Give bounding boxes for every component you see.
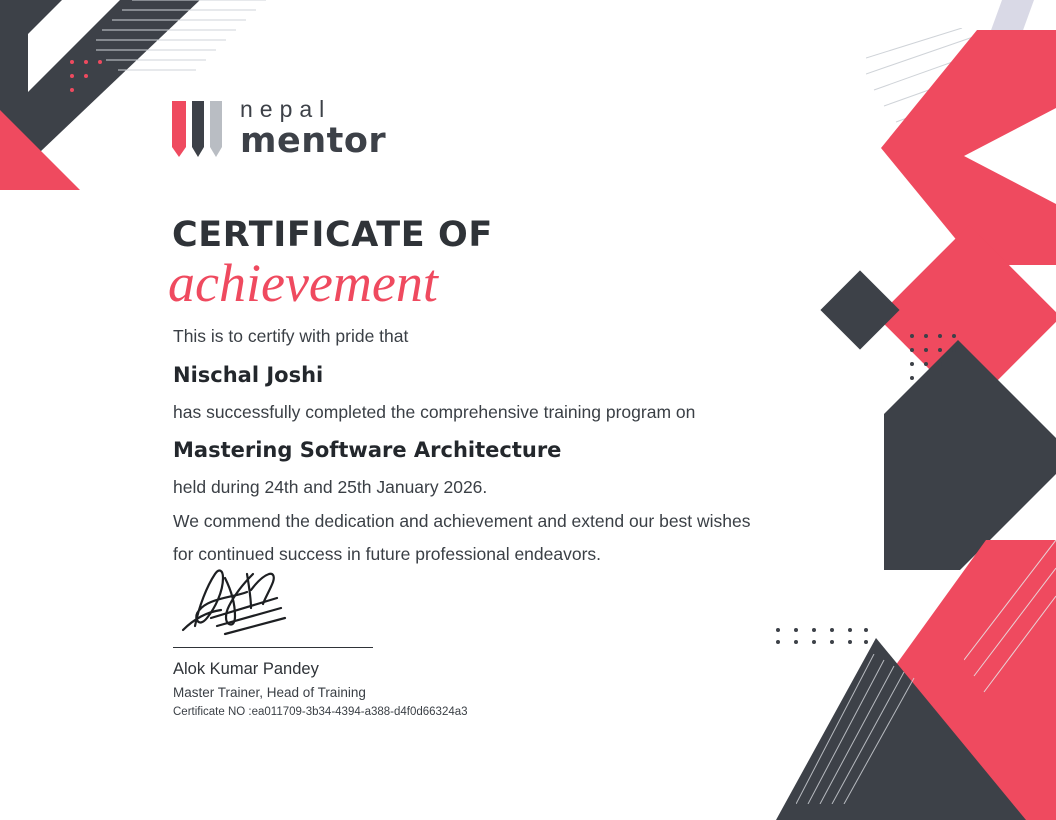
brand-name-bottom: mentor: [240, 121, 387, 161]
handwritten-signature-icon: [181, 560, 381, 640]
body-intro: This is to certify with pride that: [173, 326, 409, 346]
decor-top-left-dark-triangle: [0, 0, 200, 190]
decor-right-edge-lines: [964, 540, 1056, 700]
decor-bottom-right-dark-triangle: [776, 638, 1026, 820]
body-dates: held during 24th and 25th January 2026.: [173, 477, 488, 498]
decor-top-left-dot-grid: [68, 58, 128, 104]
certificate-title: [168, 215, 493, 313]
signature-block: [173, 560, 468, 718]
decor-right-dark-polygon: [884, 340, 1056, 570]
nepal-mentor-logo-icon: [172, 101, 226, 157]
brand-logo: [172, 98, 386, 159]
decor-top-left-pink-triangle: [0, 55, 135, 190]
title-line-script: achievement: [168, 253, 438, 313]
decor-bottom-dot-row: [774, 626, 870, 644]
decor-right-white-notch: [964, 108, 1056, 204]
title-line-primary: CERTIFICATE OF: [172, 215, 493, 255]
course-title: Mastering Software Architecture: [173, 438, 562, 463]
decor-right-pink-diamond: [877, 225, 1056, 409]
signatory-name: Alok Kumar Pandey: [173, 660, 319, 678]
certificate-number: Certificate NO :ea011709-3b34-4394-a388-d4f0d66324a3: [173, 706, 468, 718]
decor-right-line-fan: [866, 28, 1056, 178]
decor-bottom-right-line-fan: [796, 654, 916, 804]
recipient-name: Nischal Joshi: [173, 362, 324, 387]
decor-right-dot-grid: [908, 332, 970, 384]
body-commendation-line-2: for continued success in future professional endeavors.: [173, 544, 602, 565]
decor-right-pink-chevron: [881, 30, 1056, 265]
signature-rule: [173, 647, 373, 648]
signatory-role: Master Trainer, Head of Training: [173, 685, 366, 700]
body-completion: has successfully completed the comprehensive training program on: [173, 401, 696, 422]
decor-bottom-right-pink: [686, 540, 1056, 820]
brand-name-top: nepal: [240, 96, 332, 122]
body-commendation-line-1: We commend the dedication and achievement and extend our best wishes: [173, 510, 751, 531]
certificate-body: [173, 320, 873, 572]
decor-right-white-cut: [906, 474, 1056, 584]
decor-right-lavender-stripe: [962, 0, 1034, 110]
